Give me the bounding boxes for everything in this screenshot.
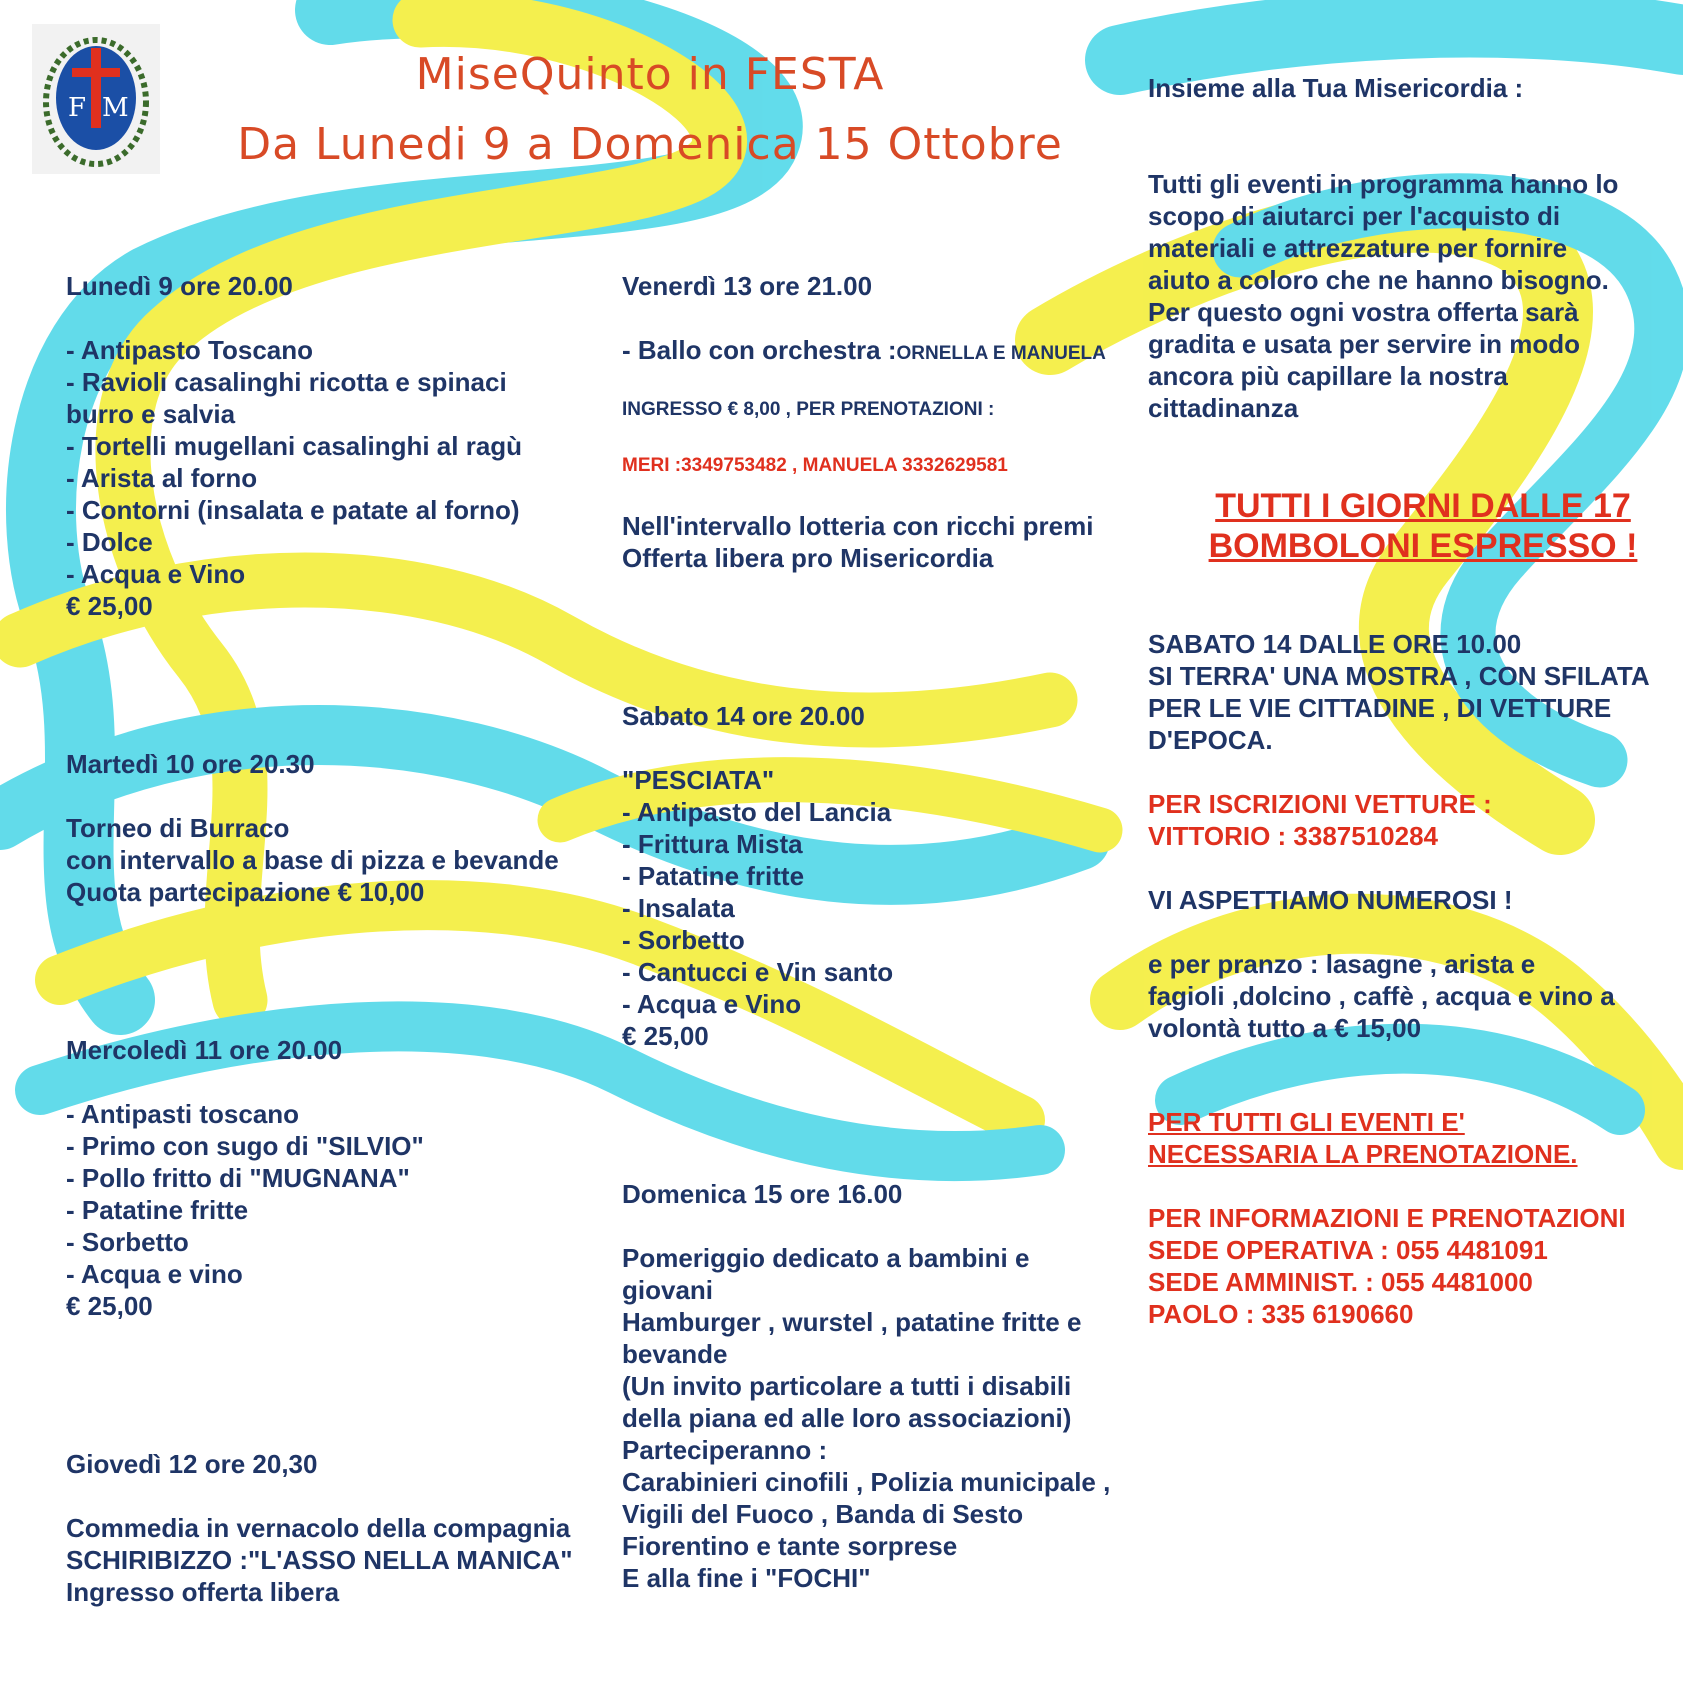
event-domenica (622, 1146, 1122, 1626)
svg-text:F: F (68, 93, 87, 123)
event-details: Pomeriggio dedicato a bambini e giovani Hamburger , wurstel , patatine fritte e bevande (Un invito particolare a tutti i disabili della piana ed alle loro associazioni) Parteciperanno : Carabinieri cinofili , Polizia municipale , Vigili del Fuoco , Banda di Sesto Fiorentino e tante sorprese E alla fine i "FOCHI" (622, 1243, 1111, 1593)
event-heading: Sabato 14 ore 20.00 (622, 701, 865, 731)
event-menu: - Antipasto Toscano - Ravioli casalinghi ricotta e spinaci burro e salvia - Tortelli mugellani casalinghi al ragù - Arista al forno - Contorni (insalata e patate al forno) - Dolce - Acqua e Vino € 25,00 (66, 335, 523, 621)
event-menu: - Antipasti toscano - Primo con sugo di "SILVIO" - Pollo fritto di "MUGNANA" - Patatine fritte - Sorbetto - Acqua e vino € 25,00 (66, 1099, 424, 1321)
events-column-middle (622, 206, 1122, 1688)
booking-contacts: MERI :3349753482 , MANUELA 3332629581 (622, 455, 1008, 476)
booking-required: PER TUTTI GLI EVENTI E' NECESSARIA LA PRENOTAZIONE. (1148, 1107, 1578, 1169)
misericordia-emblem-icon (32, 24, 160, 174)
event-line: - Ballo con orchestra : (622, 335, 897, 365)
event-details: Nell'intervallo lotteria con ricchi premi Offerta libera pro Misericordia (622, 511, 1094, 573)
page-subtitle: Da Lunedi 9 a Domenica 15 Ottobre (237, 119, 1063, 170)
contact-numbers: PER INFORMAZIONI E PRENOTAZIONI SEDE OPERATIVA : 055 4481091 SEDE AMMINIST. : 055 4481000 PAOLO : 335 6190660 (1148, 1203, 1626, 1329)
event-martedi (66, 716, 586, 940)
event-heading: Venerdì 13 ore 21.00 (622, 271, 873, 301)
event-heading: Lunedì 9 ore 20.00 (66, 271, 293, 301)
lunch-text: e per pranzo : lasagne , arista e fagioli ,dolcino , caffè , acqua e vino a volontà tutto a € 15,00 (1148, 949, 1615, 1043)
intro-heading: Insieme alla Tua Misericordia : (1148, 73, 1524, 103)
car-registration: PER ISCRIZIONI VETTURE : VITTORIO : 3387510284 (1148, 789, 1492, 851)
event-details (622, 334, 1122, 366)
event-details: Commedia in vernacolo della compagnia SCHIRIBIZZO :"L'ASSO NELLA MANICA" Ingresso offerta libera (66, 1513, 573, 1607)
event-heading: Mercoledì 11 ore 20.00 (66, 1035, 343, 1065)
orchestra-names: ORNELLA E MANUELA (896, 343, 1106, 364)
svg-text:M: M (102, 93, 129, 123)
event-giovedi (66, 1416, 586, 1640)
event-mercoledi (66, 1002, 586, 1354)
event-venerdi (622, 238, 1122, 606)
event-lunedi (66, 238, 586, 654)
car-show-text: SABATO 14 DALLE ORE 10.00 SI TERRA' UNA MOSTRA , CON SFILATA PER LE VIE CITTADINE , DI VETTURE D'EPOCA. (1148, 629, 1650, 755)
intro-text: Tutti gli eventi in programma hanno lo scopo di aiutarci per l'acquisto di materiali e attrezzature per fornire aiuto a coloro che ne hanno bisogno. Per questo ogni vostra offerta sarà gradita e usata per servire in modo ancora più capillare la nostra cittadinanza (1148, 169, 1619, 423)
event-menu: "PESCIATA" - Antipasto del Lancia - Frittura Mista - Patatine fritte - Insalata - Sorbetto - Cantucci e Vin santo - Acqua e Vino € 25,00 (622, 765, 894, 1051)
page-title: MiseQuinto in FESTA (415, 49, 885, 100)
event-details: Torneo di Burraco con intervallo a base di pizza e bevande Quota partecipazione € 10,00 (66, 813, 559, 907)
info-column-right (1148, 40, 1668, 1362)
misericordia-logo (32, 24, 160, 174)
events-column-left (66, 206, 586, 1702)
event-heading: Martedì 10 ore 20.30 (66, 749, 315, 779)
event-heading: Giovedì 12 ore 20,30 (66, 1449, 318, 1479)
event-heading: Domenica 15 ore 16.00 (622, 1179, 903, 1209)
event-sabato (622, 668, 1122, 1084)
bomboloni-promo: TUTTI I GIORNI DALLE 17 BOMBOLONI ESPRESSO ! (1208, 487, 1638, 565)
welcome-text: VI ASPETTIAMO NUMEROSI ! (1148, 885, 1513, 915)
entry-price: INGRESSO € 8,00 , PER PRENOTAZIONI : (622, 399, 995, 420)
